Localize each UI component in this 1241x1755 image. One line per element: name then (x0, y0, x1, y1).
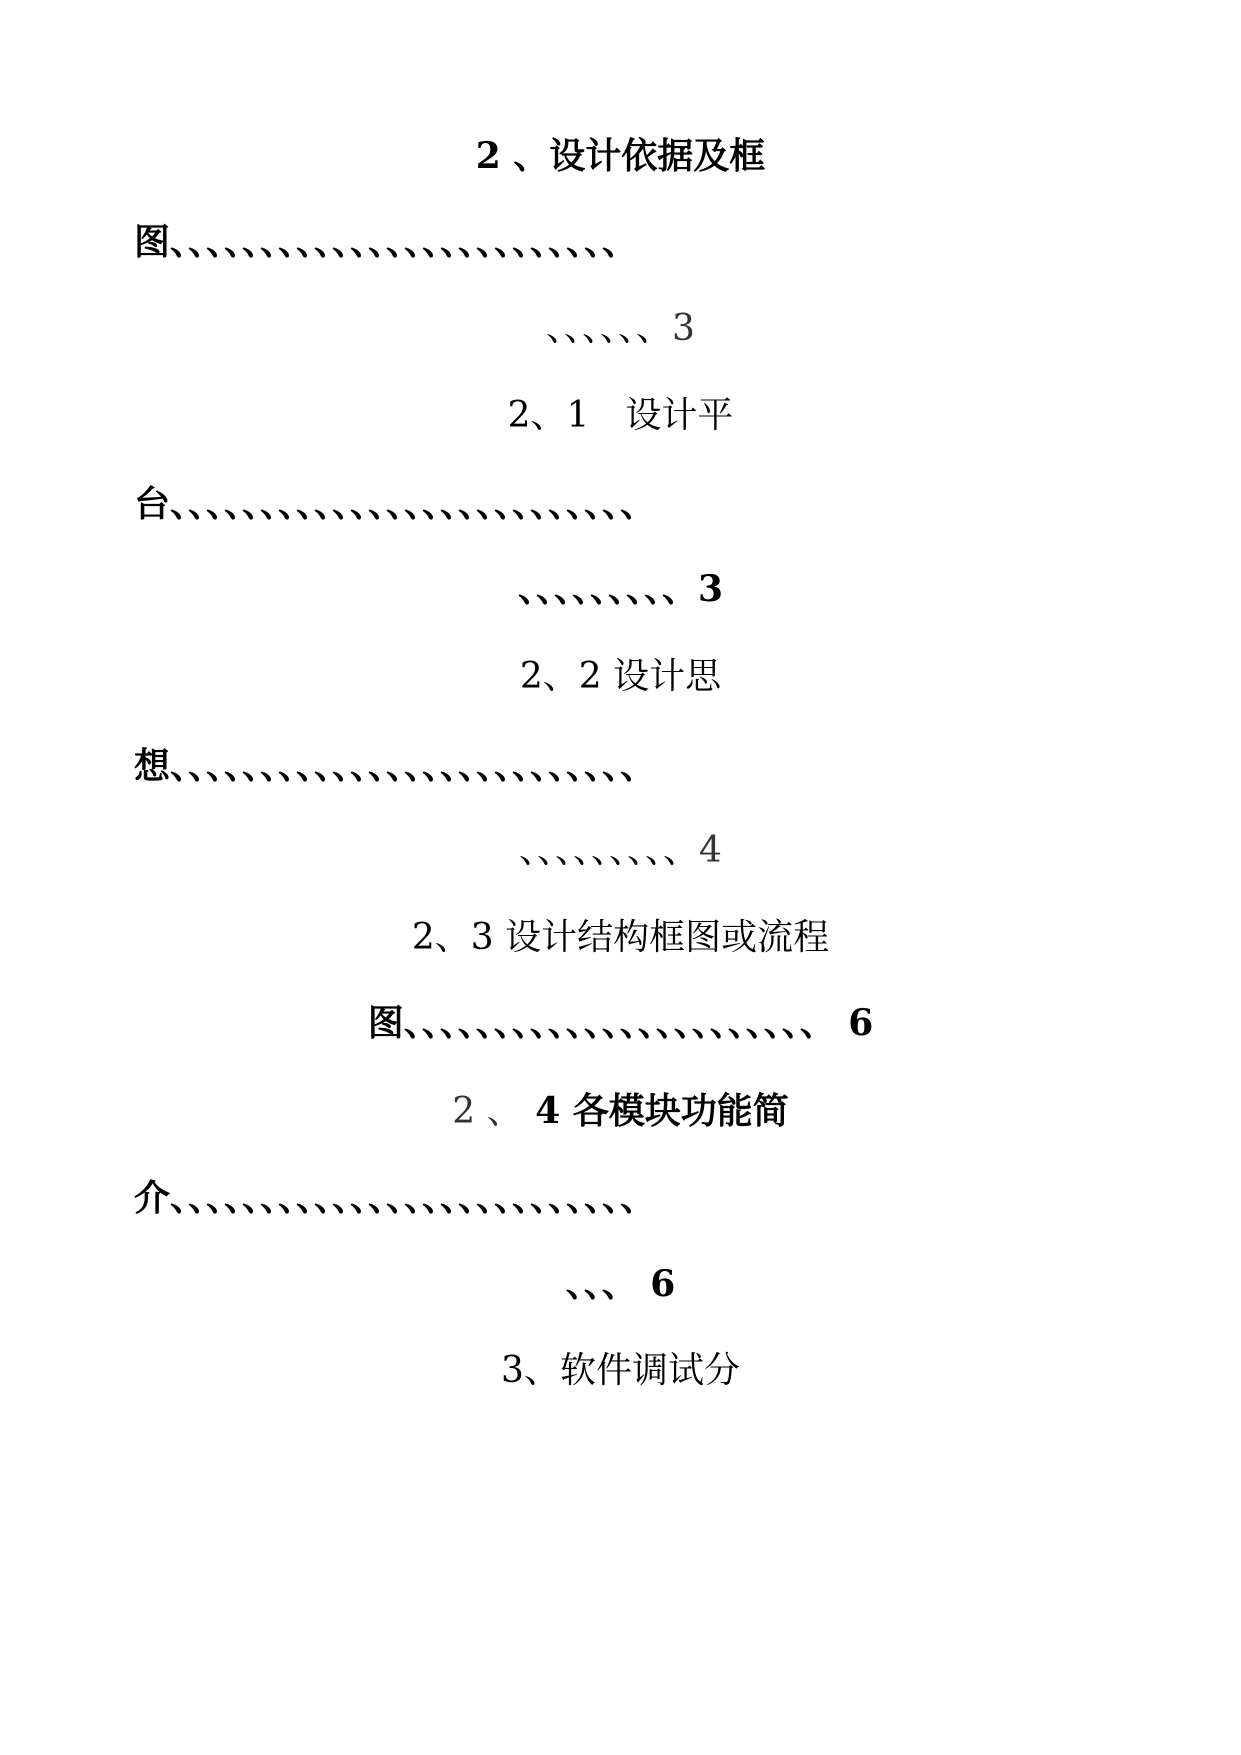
toc-title-continuation: 介、、、、、、、、、、、、、、、、、、、、、、、、、、 (134, 1177, 657, 1219)
toc-title-continuation: 图、、、、、、、、、、、、、、、、、、、、、、、、、 (134, 221, 639, 263)
toc-entry-page-line (0, 299, 1241, 359)
toc-entry-page-line (0, 821, 1241, 881)
toc-title-continuation: 台、、、、、、、、、、、、、、、、、、、、、、、、、、 (134, 483, 657, 525)
toc-page-number: 3 (672, 308, 695, 349)
toc-page-number: 4 (699, 830, 722, 871)
toc-entry-leader-line (0, 993, 1241, 1053)
toc-entry-leader-line (0, 736, 1241, 796)
toc-title-number: 2 、 (452, 1091, 523, 1132)
toc-title-text: 3、软件调试分 (501, 1350, 740, 1391)
toc-title-text: 2、2 设计思 (519, 656, 722, 697)
toc-dot-leader: 、、、 (565, 1263, 638, 1305)
toc-title-text: 2 、设计依据及框 (475, 135, 766, 177)
toc-entry-title (0, 126, 1241, 186)
toc-title-text: 4 各模块功能简 (535, 1090, 789, 1132)
toc-page-number: 6 (650, 1263, 676, 1305)
toc-entry-page-line (0, 1254, 1241, 1314)
toc-entry-page-line (0, 559, 1241, 619)
toc-page-number: 6 (848, 1002, 874, 1044)
toc-title-text: 2、3 设计结构框图或流程 (411, 917, 830, 958)
toc-entry-title (0, 386, 1241, 446)
toc-title-continuation: 图、、、、、、、、、、、、、、、、、、、、、、、 (367, 1002, 836, 1044)
toc-entry-title (0, 908, 1241, 968)
toc-dot-leader: 、、、、、、 (546, 308, 673, 349)
toc-entry-leader-line (0, 212, 1241, 272)
toc-title-continuation: 想、、、、、、、、、、、、、、、、、、、、、、、、、、 (134, 745, 657, 787)
toc-page-number: 3 (697, 568, 724, 610)
toc-entry-title (0, 1341, 1241, 1401)
toc-dot-leader: 、、、、、、、、、 (517, 568, 698, 610)
toc-entry-leader-line (0, 474, 1241, 534)
toc-dot-leader: 、、、、、、、、、 (519, 830, 700, 871)
toc-entry-title (0, 1081, 1241, 1141)
toc-title-text: 2、1 设计平 (507, 395, 734, 436)
toc-entry-title (0, 647, 1241, 707)
toc-entry-leader-line (0, 1168, 1241, 1228)
